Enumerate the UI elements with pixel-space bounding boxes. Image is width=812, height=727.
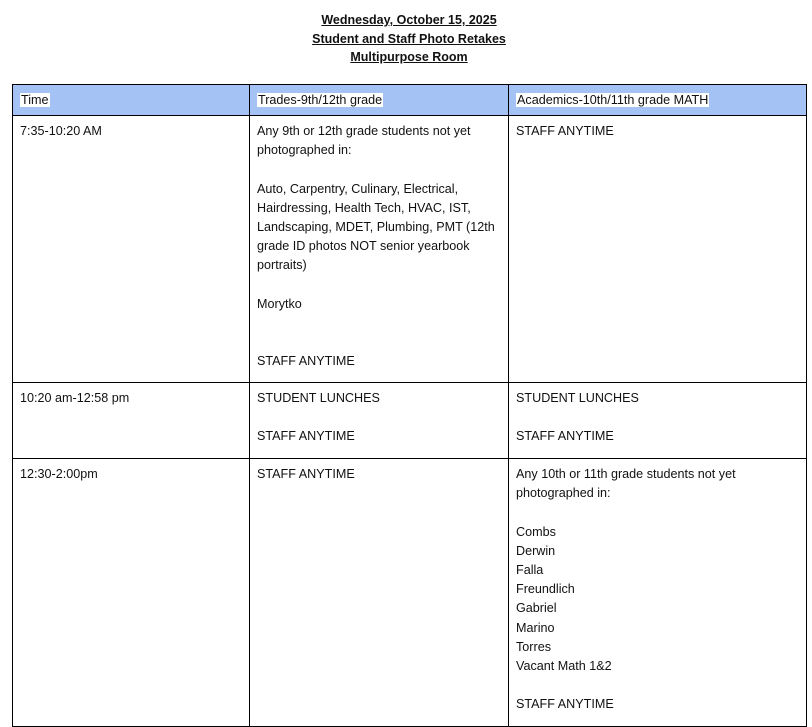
time-cell: 10:20 am-12:58 pm: [13, 383, 250, 459]
time-cell: 12:30-2:00pm: [13, 459, 250, 727]
teacher-name: Morytko: [257, 296, 302, 311]
header-date: Wednesday, October 15, 2025: [321, 13, 497, 27]
teacher-name: Marino: [516, 620, 555, 635]
header-location: Multipurpose Room: [350, 50, 468, 64]
teacher-name: Freundlich: [516, 582, 575, 597]
trades-cell: STAFF ANYTIME: [250, 459, 509, 727]
trades-cell: STUDENT LUNCHES STAFF ANYTIME: [250, 383, 509, 459]
academics-cell: Any 10th or 11th grade students not yet photographed in: Combs Derwin Falla Freundlich Gabriel Marino Torres Vacant Math 1&2 STAFF ANYTIME: [509, 459, 807, 727]
time-cell: 7:35-10:20 AM: [13, 116, 250, 383]
teacher-name: Falla: [516, 563, 544, 577]
academics-cell: STAFF ANYTIME: [509, 116, 807, 383]
column-header-academics: Academics-10th/11th grade MATH: [509, 85, 807, 116]
trades-cell: Any 9th or 12th grade students not yet photographed in: Auto, Carpentry, Culinary, Electrical, Hairdressing, Health Tech, HVAC, IST, Landscaping, MDET, Plumbing, PMT (12th grade ID photos NOT senior yearbook portraits) Morytko STAFF ANYTIME: [250, 116, 509, 383]
teacher-name: Derwin: [516, 543, 556, 558]
table-row: [13, 459, 807, 727]
document-header: [0, 11, 812, 67]
teacher-name: Combs: [516, 524, 556, 539]
table-header-row: [13, 85, 807, 116]
table-row: [13, 383, 807, 459]
header-event: Student and Staff Photo Retakes: [312, 31, 506, 46]
teacher-name: Vacant Math 1&2: [516, 659, 612, 674]
column-header-trades: Trades-9th/12th grade: [250, 85, 509, 116]
teacher-name: Torres: [516, 639, 551, 654]
table-row: [13, 116, 807, 383]
teacher-name: Gabriel: [516, 601, 557, 616]
schedule-table: [12, 84, 807, 727]
column-header-time: Time: [13, 85, 250, 116]
academics-cell: STUDENT LUNCHES STAFF ANYTIME: [509, 383, 807, 459]
